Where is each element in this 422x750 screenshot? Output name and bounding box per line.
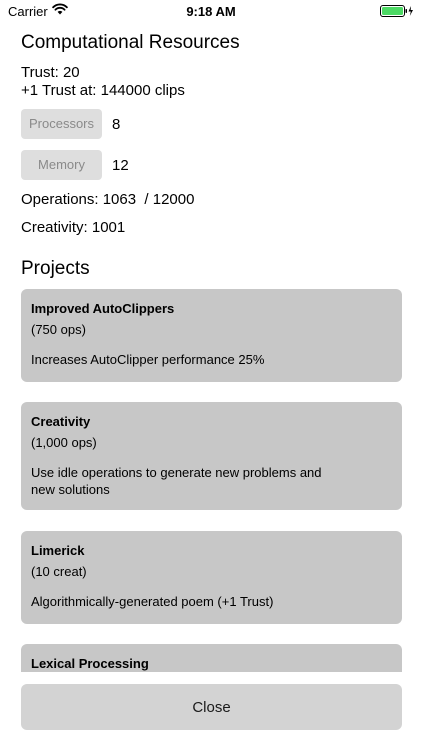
creativity-text: Creativity: 1001 (21, 219, 126, 236)
project-description: Increases AutoClipper performance 25% (31, 352, 265, 367)
project-card-limerick[interactable] (21, 531, 402, 624)
resources-title: Computational Resources (21, 32, 240, 53)
project-title: Creativity (31, 414, 91, 429)
carrier-label: Carrier (8, 4, 48, 19)
project-cost: (10 creat) (31, 564, 87, 579)
project-title: Improved AutoClippers (31, 301, 175, 316)
operations-text: Operations: 1063 / 12000 (21, 191, 195, 208)
projects-title: Projects (21, 258, 90, 279)
project-description: Use idle operations to generate new problems and new solutions (31, 465, 322, 497)
project-title: Limerick (31, 543, 85, 558)
project-title: Lexical Processing (31, 656, 149, 671)
project-description: Algorithmically-generated poem (+1 Trust) (31, 594, 274, 609)
status-bar (0, 0, 422, 22)
project-cost: (750 ops) (31, 322, 86, 337)
project-card-lexical-processing[interactable] (21, 644, 402, 672)
close-button[interactable]: Close (21, 684, 402, 730)
processors-button[interactable]: Processors (21, 109, 102, 139)
content-scroll-area[interactable] (0, 22, 422, 672)
status-time: 9:18 AM (186, 4, 236, 19)
processors-value: 8 (112, 116, 121, 133)
next-trust-text: +1 Trust at: 144000 clips (21, 82, 185, 99)
project-card-creativity[interactable] (21, 402, 402, 510)
project-cost: (1,000 ops) (31, 435, 97, 450)
project-card-improved-autoclippers[interactable] (21, 289, 402, 382)
memory-value: 12 (112, 157, 129, 174)
memory-button[interactable]: Memory (21, 150, 102, 180)
battery-charging-icon (380, 5, 414, 17)
trust-text: Trust: 20 (21, 64, 80, 81)
